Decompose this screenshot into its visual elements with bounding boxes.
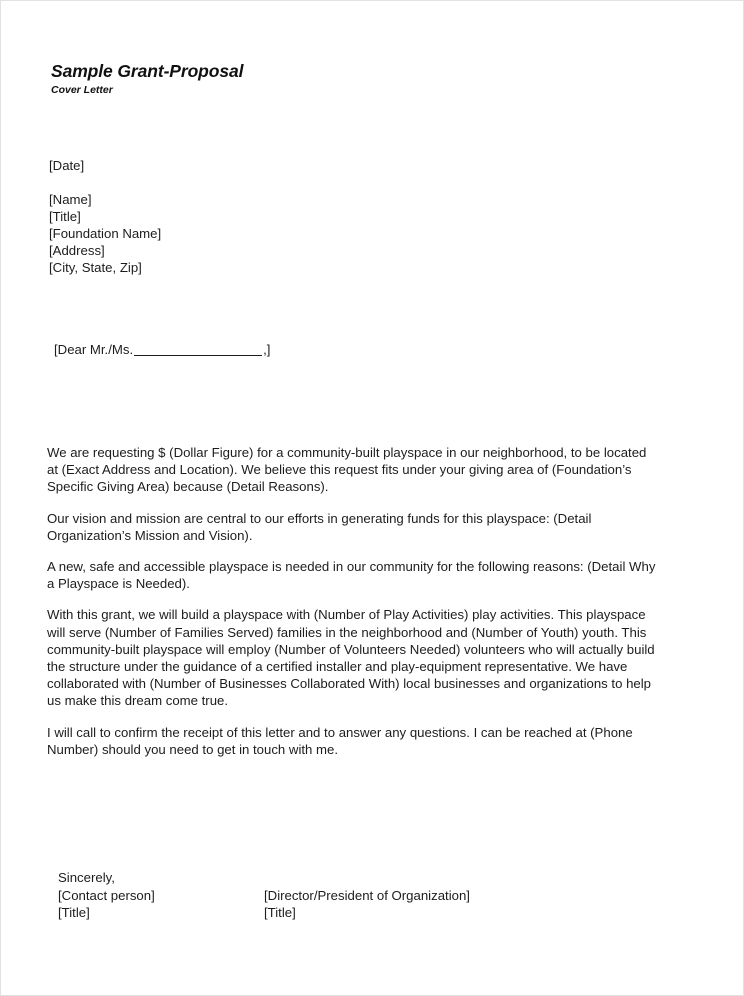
body-paragraph-2: Our vision and mission are central to our efforts in generating funds for this playspace: (Detail Organization’s Mission and Vision). xyxy=(47,510,592,543)
salutation-suffix: ,] xyxy=(263,342,271,357)
body-paragraph-4: With this grant, we will build a playspace with (Number of Play Activities) play activities. This playspace will serve (Number of Families Served) families in the neighborhood and (Number of Youth) youth. This community-built playspace will employ (Number of Volunteers Needed) volunteers who will actually build the structure under the guidance of a certified installer and play-equipment representative. We have collaborated with (Number of Businesses Collaborated With) local businesses and organizations to help us make this dream come true. xyxy=(47,607,655,709)
salutation-prefix: [Dear Mr./Ms. xyxy=(54,342,134,357)
recipient-address: [Address] xyxy=(49,243,105,258)
date-placeholder: [Date] xyxy=(49,158,85,173)
signature-director-title: [Title] xyxy=(264,905,296,920)
body-paragraph-1: We are requesting $ (Dollar Figure) for a community-built playspace in our neighborhood, to be located at (Exact Address and Location). We believe this request fits under your giving area of (Foundation’s Specific Giving Area) because (Detail Reasons). xyxy=(47,445,647,495)
page-subtitle: Cover Letter xyxy=(51,84,113,97)
page-title: Sample Grant-Proposal xyxy=(51,61,244,81)
signature-block xyxy=(58,869,678,922)
signature-contact-person: [Contact person] xyxy=(58,887,155,903)
salutation-line xyxy=(54,341,270,358)
body-paragraph-3: A new, safe and accessible playspace is needed in our community for the following reasons: (Detail Why a Playspace is Needed). xyxy=(47,559,656,592)
signature-contact-title: [Title] xyxy=(58,905,90,920)
signature-closing: Sincerely, xyxy=(58,870,115,885)
letter-body xyxy=(47,444,661,758)
page-content-area xyxy=(1,1,743,995)
recipient-city-state-zip: [City, State, Zip] xyxy=(49,260,142,275)
salutation-blank-rule xyxy=(134,355,262,356)
signature-column-left xyxy=(58,887,264,922)
recipient-name: [Name] xyxy=(49,192,92,207)
recipient-foundation-name: [Foundation Name] xyxy=(49,226,162,241)
recipient-title: [Title] xyxy=(49,209,81,224)
signature-director-name: [Director/President of Organization] xyxy=(264,887,470,903)
body-paragraph-5: I will call to confirm the receipt of this letter and to answer any questions. I can be reached at (Phone Number) should you need to get in touch with me. xyxy=(47,724,633,757)
signature-columns xyxy=(58,887,678,922)
recipient-address-block xyxy=(49,191,161,276)
document-header xyxy=(51,61,243,96)
signature-column-right xyxy=(264,887,678,922)
